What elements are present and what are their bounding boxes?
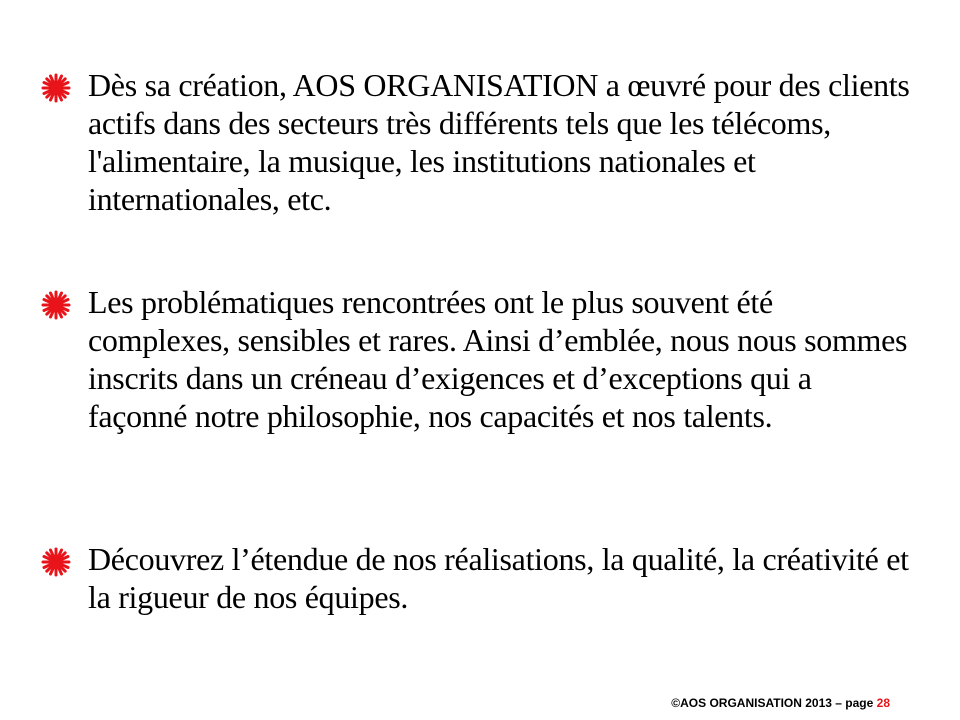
star-burst-icon bbox=[40, 72, 72, 104]
bullet-item bbox=[40, 540, 920, 616]
bullet-text: Dès sa création, AOS ORGANISATION a œuvré pour des clients actifs dans des secteurs très différents tels que les télécoms, l'alimentaire, la musique, les institutions nationales et internationales, etc. bbox=[88, 67, 910, 217]
page-number: 28 bbox=[876, 696, 890, 710]
bullet-item bbox=[40, 66, 920, 218]
star-burst-icon bbox=[40, 289, 72, 321]
bullet-text: Les problématiques rencontrées ont le plus souvent été complexes, sensibles et rares. Ainsi d’emblée, nous nous sommes inscrits dans un créneau d’exigences et d’exceptions qui a façonné notre philosophie, nos capacités et nos talents. bbox=[88, 284, 908, 434]
footer bbox=[671, 696, 890, 710]
bullet-text: Découvrez l’étendue de nos réalisations, la qualité, la créativité et la rigueur de nos équipes. bbox=[88, 541, 909, 615]
footer-copyright: ©AOS ORGANISATION 2013 – page bbox=[671, 696, 877, 710]
bullet-item bbox=[40, 283, 920, 435]
star-burst-icon bbox=[40, 546, 72, 578]
